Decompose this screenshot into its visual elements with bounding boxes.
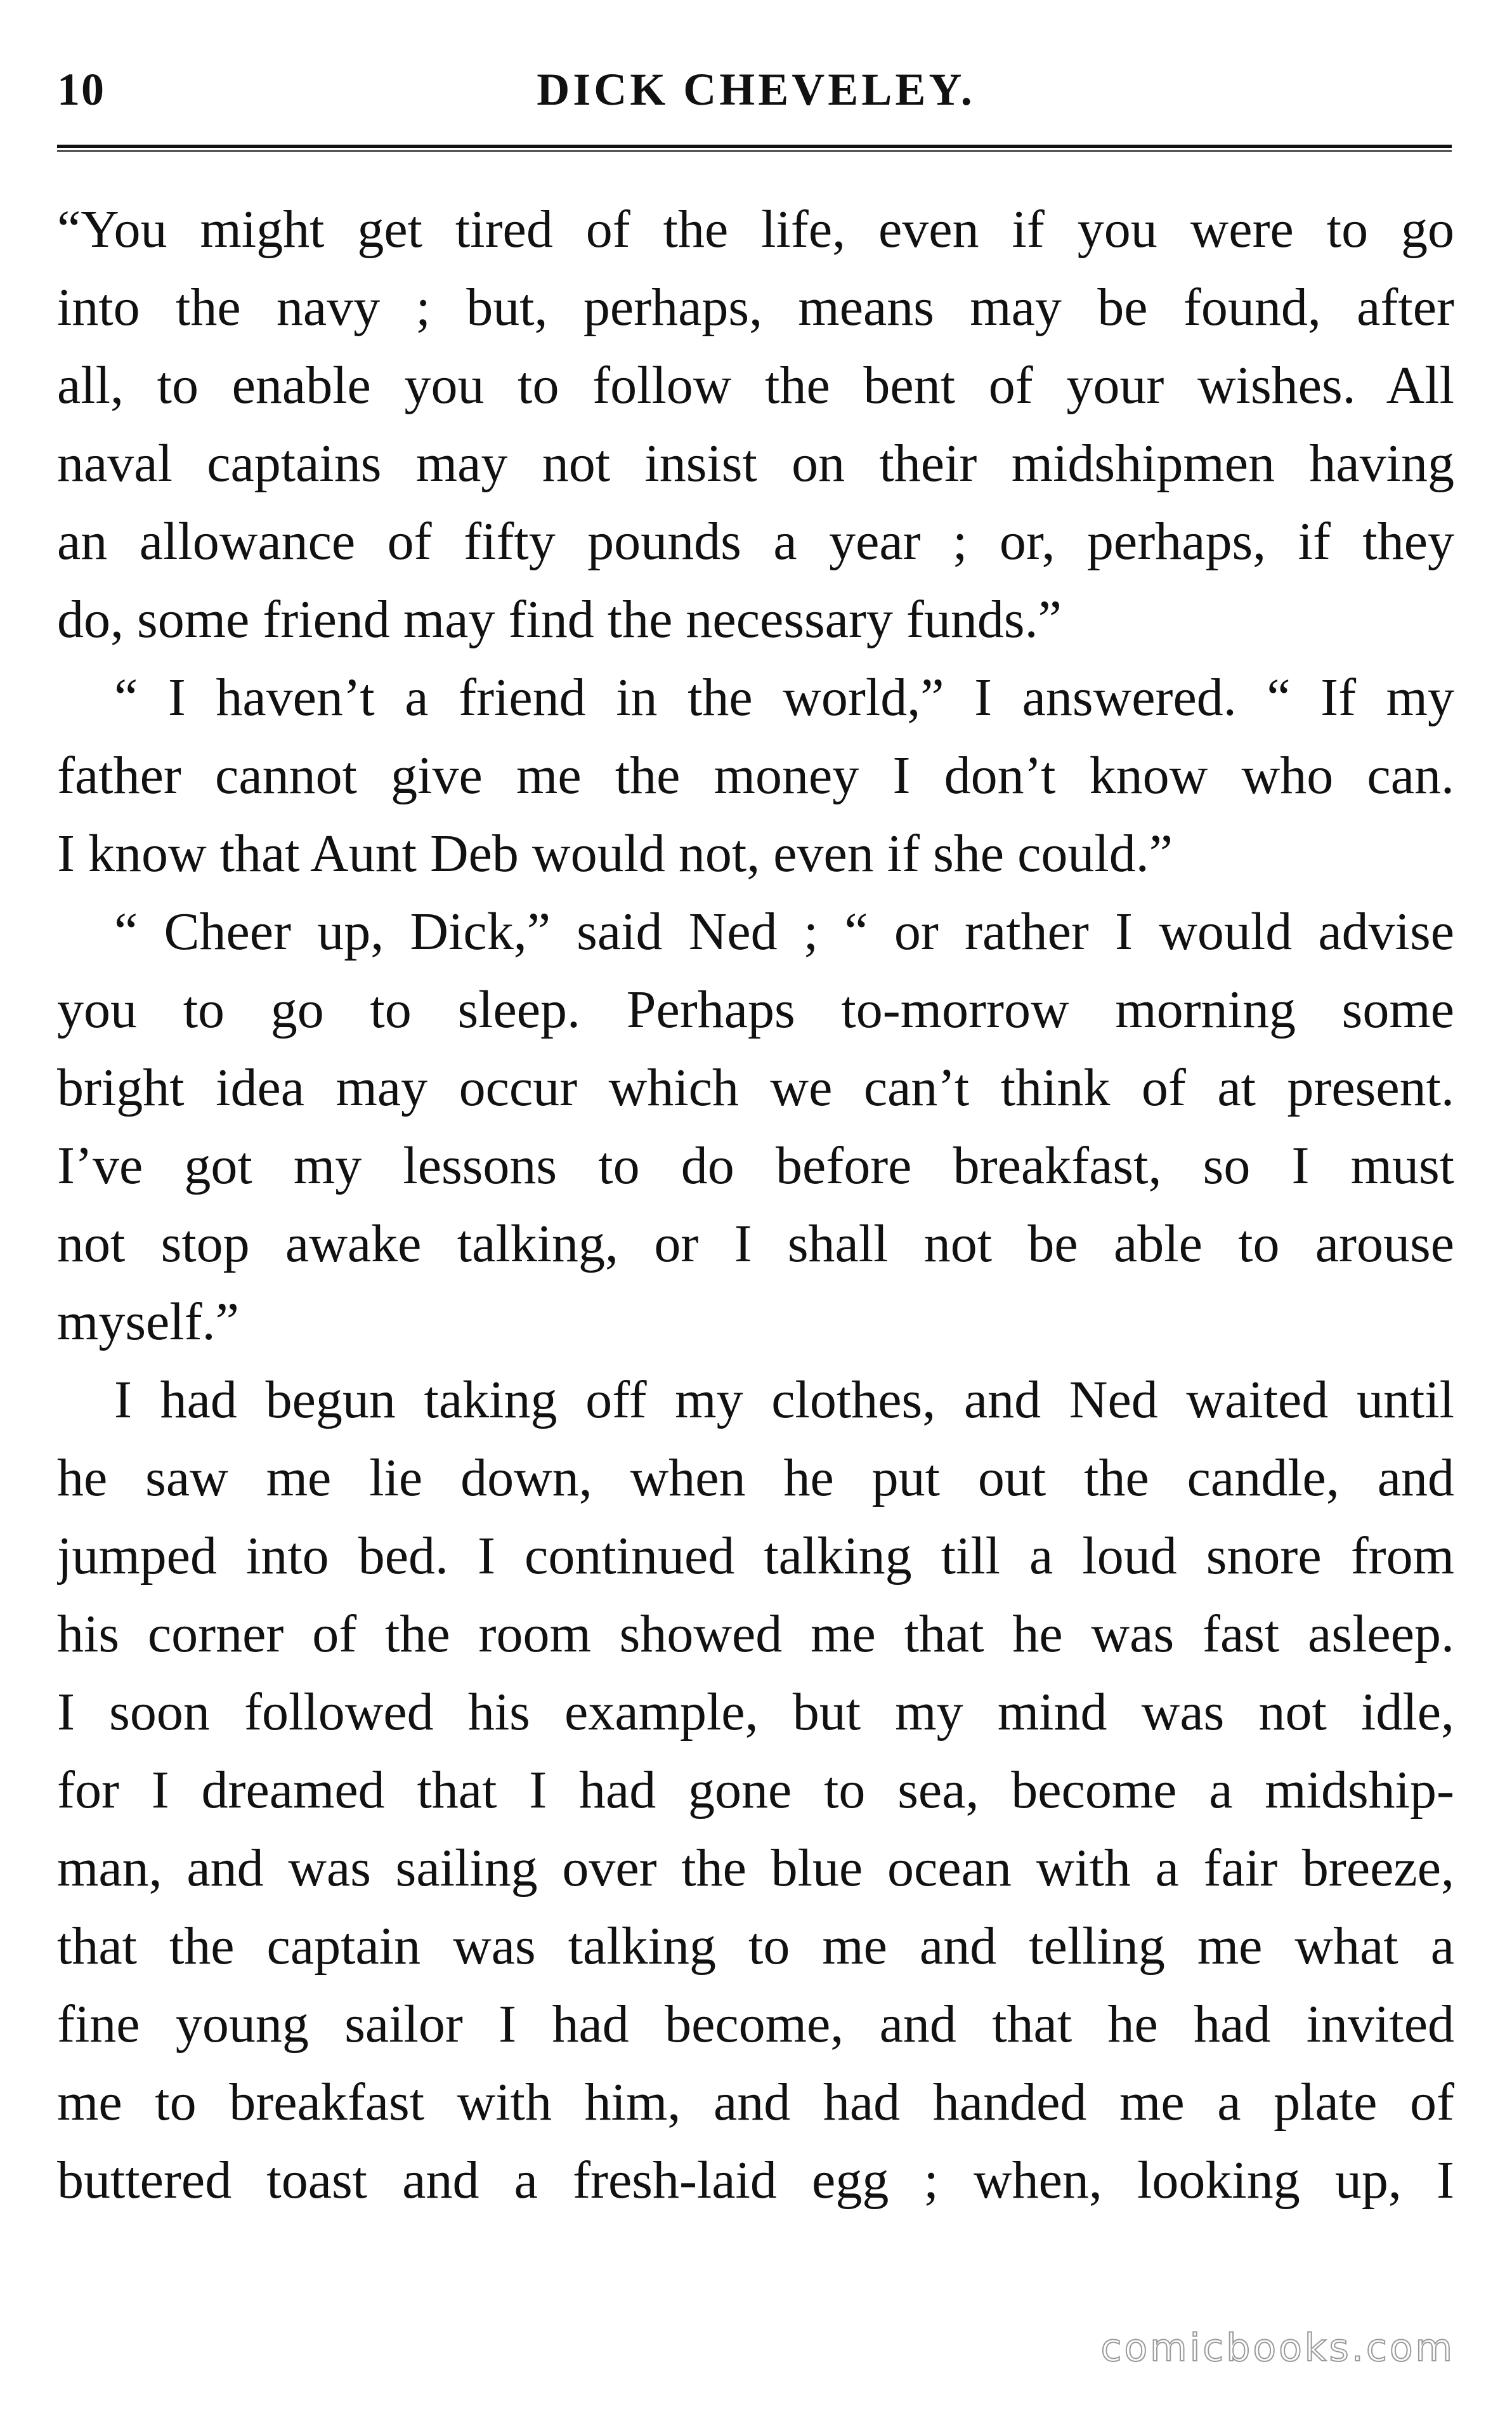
text-line: for I dreamed that I had gone to sea, become a midship- bbox=[57, 1761, 1454, 1820]
watermark: comicbooks.com bbox=[1100, 2326, 1455, 2370]
text-line: fine young sailor I had become, and that he had invited bbox=[57, 1995, 1454, 2054]
page-header bbox=[57, 63, 1455, 121]
text-line: “ Cheer up, Dick,” said Ned ; “ or rather I would advise bbox=[114, 902, 1454, 961]
text-line: into the navy ; but, perhaps, means may be found, after bbox=[57, 278, 1454, 337]
running-title: DICK CHEVELEY. bbox=[537, 64, 975, 115]
text-line: an allowance of fifty pounds a year ; or, perhaps, if they bbox=[57, 512, 1454, 571]
text-line: that the captain was talking to me and telling me what a bbox=[57, 1917, 1454, 1976]
text-line: not stop awake talking, or I shall not be able to arouse bbox=[57, 1214, 1454, 1273]
header-rule bbox=[57, 145, 1452, 152]
text-line: man, and was sailing over the blue ocean with a fair breeze, bbox=[57, 1839, 1454, 1898]
text-line: myself.” bbox=[57, 1292, 239, 1351]
text-line: naval captains may not insist on their midshipmen having bbox=[57, 434, 1454, 493]
text-line: buttered toast and a fresh-laid egg ; when, looking up, I bbox=[57, 2151, 1454, 2210]
text-line: you to go to sleep. Perhaps to-morrow morning some bbox=[57, 980, 1454, 1039]
text-line: he saw me lie down, when he put out the candle, and bbox=[57, 1448, 1454, 1507]
text-line: “You might get tired of the life, even if you were to go bbox=[57, 200, 1454, 259]
text-line: I know that Aunt Deb would not, even if she could.” bbox=[57, 824, 1173, 883]
text-line: father cannot give me the money I don’t know who can. bbox=[57, 746, 1454, 805]
text-line: I had begun taking off my clothes, and Ned waited until bbox=[114, 1370, 1454, 1429]
text-line: do, some friend may find the necessary funds.” bbox=[57, 590, 1062, 649]
text-line: “ I haven’t a friend in the world,” I answered. “ If my bbox=[114, 668, 1454, 727]
text-line: I soon followed his example, but my mind was not idle, bbox=[57, 1683, 1454, 1742]
text-line: me to breakfast with him, and had handed me a plate of bbox=[57, 2073, 1454, 2132]
text-line: I’ve got my lessons to do before breakfast, so I must bbox=[57, 1136, 1454, 1195]
text-line: bright idea may occur which we can’t think of at present. bbox=[57, 1058, 1454, 1117]
text-line: his corner of the room showed me that he was fast asleep. bbox=[57, 1604, 1454, 1663]
page-number: 10 bbox=[57, 64, 105, 115]
text-line: jumped into bed. I continued talking till a loud snore from bbox=[57, 1526, 1454, 1585]
body-text bbox=[57, 190, 1454, 2219]
text-line: all, to enable you to follow the bent of your wishes. All bbox=[57, 356, 1454, 415]
